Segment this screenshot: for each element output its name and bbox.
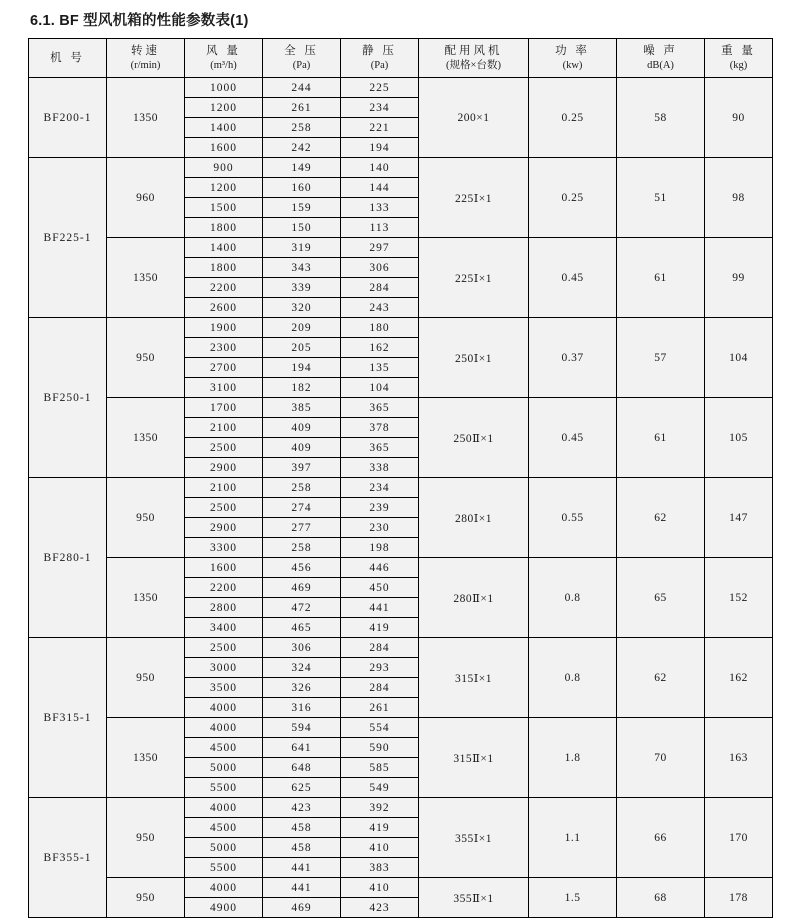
page-title: 6.1. BF 型风机箱的性能参数表(1) xyxy=(30,13,249,29)
cell-weight: 99 xyxy=(705,238,773,318)
table-row xyxy=(29,478,773,498)
cell-flow: 1900 xyxy=(185,318,263,338)
cell-noise: 70 xyxy=(617,718,705,798)
table-body xyxy=(29,78,773,918)
cell-rpm: 1350 xyxy=(107,718,185,798)
cell-flow: 2900 xyxy=(185,518,263,538)
column-header-total-pressure: 全 压 (Pa) xyxy=(263,39,341,78)
cell-rpm: 1350 xyxy=(107,238,185,318)
cell-tp: 469 xyxy=(263,898,341,918)
cell-tp: 648 xyxy=(263,758,341,778)
cell-tp: 320 xyxy=(263,298,341,318)
cell-noise: 65 xyxy=(617,558,705,638)
column-header-rpm: 转速 (r/min) xyxy=(107,39,185,78)
cell-tp: 258 xyxy=(263,118,341,138)
cell-sp: 198 xyxy=(341,538,419,558)
cell-flow: 2100 xyxy=(185,478,263,498)
table-row xyxy=(29,318,773,338)
cell-weight: 162 xyxy=(705,638,773,718)
cell-tp: 441 xyxy=(263,858,341,878)
cell-tp: 258 xyxy=(263,478,341,498)
cell-sp: 180 xyxy=(341,318,419,338)
cell-noise: 62 xyxy=(617,478,705,558)
cell-sp: 419 xyxy=(341,818,419,838)
cell-flow: 2100 xyxy=(185,418,263,438)
cell-sp: 113 xyxy=(341,218,419,238)
cell-fan: 280Ⅱ×1 xyxy=(419,558,529,638)
cell-sp: 410 xyxy=(341,878,419,898)
cell-tp: 469 xyxy=(263,578,341,598)
cell-noise: 57 xyxy=(617,318,705,398)
cell-sp: 162 xyxy=(341,338,419,358)
cell-weight: 163 xyxy=(705,718,773,798)
cell-tp: 397 xyxy=(263,458,341,478)
cell-flow: 3500 xyxy=(185,678,263,698)
cell-tp: 385 xyxy=(263,398,341,418)
cell-tp: 149 xyxy=(263,158,341,178)
cell-tp: 441 xyxy=(263,878,341,898)
cell-sp: 284 xyxy=(341,638,419,658)
header-row xyxy=(29,39,773,78)
column-header-model: 机 号 xyxy=(29,39,107,78)
cell-tp: 205 xyxy=(263,338,341,358)
cell-power: 0.45 xyxy=(529,238,617,318)
cell-sp: 378 xyxy=(341,418,419,438)
cell-flow: 1200 xyxy=(185,178,263,198)
column-header-fan: 配用风机 (规格×台数) xyxy=(419,39,529,78)
cell-rpm: 960 xyxy=(107,158,185,238)
cell-tp: 159 xyxy=(263,198,341,218)
cell-noise: 62 xyxy=(617,638,705,718)
cell-weight: 98 xyxy=(705,158,773,238)
cell-tp: 458 xyxy=(263,838,341,858)
cell-fan: 250Ⅱ×1 xyxy=(419,398,529,478)
cell-sp: 441 xyxy=(341,598,419,618)
cell-flow: 1200 xyxy=(185,98,263,118)
column-header-flow: 风 量 (m³/h) xyxy=(185,39,263,78)
cell-flow: 3100 xyxy=(185,378,263,398)
column-header-static-pressure: 静 压 (Pa) xyxy=(341,39,419,78)
table-row xyxy=(29,398,773,418)
cell-sp: 585 xyxy=(341,758,419,778)
column-header-weight: 重 量 (kg) xyxy=(705,39,773,78)
cell-flow: 3000 xyxy=(185,658,263,678)
cell-sp: 419 xyxy=(341,618,419,638)
cell-flow: 4000 xyxy=(185,798,263,818)
cell-sp: 554 xyxy=(341,718,419,738)
cell-fan: 315Ⅱ×1 xyxy=(419,718,529,798)
cell-flow: 2500 xyxy=(185,638,263,658)
cell-noise: 51 xyxy=(617,158,705,238)
cell-flow: 1600 xyxy=(185,558,263,578)
cell-flow: 1000 xyxy=(185,78,263,98)
cell-tp: 242 xyxy=(263,138,341,158)
cell-fan: 200×1 xyxy=(419,78,529,158)
cell-tp: 641 xyxy=(263,738,341,758)
cell-flow: 2500 xyxy=(185,498,263,518)
table-row xyxy=(29,558,773,578)
cell-flow: 2600 xyxy=(185,298,263,318)
cell-weight: 105 xyxy=(705,398,773,478)
cell-sp: 284 xyxy=(341,278,419,298)
cell-sp: 549 xyxy=(341,778,419,798)
cell-tp: 194 xyxy=(263,358,341,378)
cell-tp: 319 xyxy=(263,238,341,258)
cell-rpm: 950 xyxy=(107,478,185,558)
table-row xyxy=(29,718,773,738)
cell-tp: 261 xyxy=(263,98,341,118)
cell-power: 0.25 xyxy=(529,78,617,158)
cell-flow: 1800 xyxy=(185,258,263,278)
cell-tp: 409 xyxy=(263,438,341,458)
cell-model: BF355-1 xyxy=(29,798,107,918)
cell-flow: 4500 xyxy=(185,818,263,838)
cell-tp: 326 xyxy=(263,678,341,698)
cell-tp: 316 xyxy=(263,698,341,718)
cell-tp: 150 xyxy=(263,218,341,238)
cell-power: 0.55 xyxy=(529,478,617,558)
cell-flow: 2200 xyxy=(185,578,263,598)
cell-weight: 170 xyxy=(705,798,773,878)
cell-tp: 458 xyxy=(263,818,341,838)
cell-flow: 5000 xyxy=(185,758,263,778)
cell-flow: 1800 xyxy=(185,218,263,238)
cell-flow: 4500 xyxy=(185,738,263,758)
cell-flow: 2800 xyxy=(185,598,263,618)
column-header-noise: 噪 声 dB(A) xyxy=(617,39,705,78)
cell-rpm: 950 xyxy=(107,798,185,878)
cell-tp: 409 xyxy=(263,418,341,438)
cell-flow: 4000 xyxy=(185,878,263,898)
cell-sp: 225 xyxy=(341,78,419,98)
cell-tp: 339 xyxy=(263,278,341,298)
cell-noise: 61 xyxy=(617,238,705,318)
cell-weight: 152 xyxy=(705,558,773,638)
cell-sp: 194 xyxy=(341,138,419,158)
cell-rpm: 950 xyxy=(107,878,185,918)
cell-tp: 456 xyxy=(263,558,341,578)
cell-model: BF280-1 xyxy=(29,478,107,638)
cell-rpm: 950 xyxy=(107,638,185,718)
cell-flow: 2500 xyxy=(185,438,263,458)
cell-sp: 590 xyxy=(341,738,419,758)
cell-fan: 355Ⅱ×1 xyxy=(419,878,529,918)
cell-power: 1.5 xyxy=(529,878,617,918)
cell-flow: 900 xyxy=(185,158,263,178)
cell-flow: 1400 xyxy=(185,118,263,138)
cell-fan: 250Ⅰ×1 xyxy=(419,318,529,398)
cell-sp: 423 xyxy=(341,898,419,918)
cell-tp: 343 xyxy=(263,258,341,278)
cell-sp: 338 xyxy=(341,458,419,478)
cell-sp: 297 xyxy=(341,238,419,258)
cell-flow: 3400 xyxy=(185,618,263,638)
cell-power: 0.8 xyxy=(529,558,617,638)
cell-sp: 392 xyxy=(341,798,419,818)
cell-flow: 1600 xyxy=(185,138,263,158)
cell-tp: 324 xyxy=(263,658,341,678)
cell-sp: 450 xyxy=(341,578,419,598)
cell-sp: 239 xyxy=(341,498,419,518)
cell-rpm: 1350 xyxy=(107,558,185,638)
cell-flow: 5000 xyxy=(185,838,263,858)
cell-sp: 234 xyxy=(341,478,419,498)
cell-noise: 68 xyxy=(617,878,705,918)
cell-tp: 209 xyxy=(263,318,341,338)
cell-weight: 104 xyxy=(705,318,773,398)
table-row xyxy=(29,158,773,178)
cell-sp: 140 xyxy=(341,158,419,178)
cell-sp: 230 xyxy=(341,518,419,538)
cell-model: BF315-1 xyxy=(29,638,107,798)
cell-fan: 280Ⅰ×1 xyxy=(419,478,529,558)
cell-flow: 1400 xyxy=(185,238,263,258)
cell-tp: 244 xyxy=(263,78,341,98)
cell-noise: 61 xyxy=(617,398,705,478)
cell-power: 0.45 xyxy=(529,398,617,478)
table-row xyxy=(29,238,773,258)
cell-rpm: 950 xyxy=(107,318,185,398)
cell-tp: 625 xyxy=(263,778,341,798)
cell-fan: 225Ⅰ×1 xyxy=(419,158,529,238)
cell-weight: 90 xyxy=(705,78,773,158)
table-row xyxy=(29,78,773,98)
cell-power: 1.8 xyxy=(529,718,617,798)
cell-tp: 472 xyxy=(263,598,341,618)
cell-rpm: 1350 xyxy=(107,398,185,478)
table-row xyxy=(29,798,773,818)
cell-sp: 365 xyxy=(341,398,419,418)
cell-tp: 274 xyxy=(263,498,341,518)
cell-sp: 410 xyxy=(341,838,419,858)
table-header xyxy=(29,39,773,78)
cell-noise: 66 xyxy=(617,798,705,878)
cell-sp: 104 xyxy=(341,378,419,398)
cell-flow: 5500 xyxy=(185,858,263,878)
cell-tp: 594 xyxy=(263,718,341,738)
cell-tp: 182 xyxy=(263,378,341,398)
cell-fan: 315Ⅰ×1 xyxy=(419,638,529,718)
cell-tp: 423 xyxy=(263,798,341,818)
cell-tp: 160 xyxy=(263,178,341,198)
cell-sp: 234 xyxy=(341,98,419,118)
cell-sp: 221 xyxy=(341,118,419,138)
cell-flow: 2300 xyxy=(185,338,263,358)
cell-flow: 1700 xyxy=(185,398,263,418)
cell-weight: 147 xyxy=(705,478,773,558)
cell-sp: 293 xyxy=(341,658,419,678)
cell-model: BF225-1 xyxy=(29,158,107,318)
cell-power: 0.8 xyxy=(529,638,617,718)
cell-flow: 4000 xyxy=(185,698,263,718)
cell-sp: 383 xyxy=(341,858,419,878)
cell-sp: 284 xyxy=(341,678,419,698)
table-row xyxy=(29,638,773,658)
cell-sp: 135 xyxy=(341,358,419,378)
cell-sp: 243 xyxy=(341,298,419,318)
cell-rpm: 1350 xyxy=(107,78,185,158)
cell-tp: 465 xyxy=(263,618,341,638)
cell-power: 0.37 xyxy=(529,318,617,398)
cell-tp: 258 xyxy=(263,538,341,558)
cell-model: BF200-1 xyxy=(29,78,107,158)
column-header-power: 功 率 (kw) xyxy=(529,39,617,78)
cell-tp: 277 xyxy=(263,518,341,538)
cell-model: BF250-1 xyxy=(29,318,107,478)
cell-weight: 178 xyxy=(705,878,773,918)
cell-flow: 4000 xyxy=(185,718,263,738)
cell-flow: 2700 xyxy=(185,358,263,378)
cell-power: 1.1 xyxy=(529,798,617,878)
cell-flow: 1500 xyxy=(185,198,263,218)
cell-fan: 355Ⅰ×1 xyxy=(419,798,529,878)
cell-sp: 144 xyxy=(341,178,419,198)
cell-noise: 58 xyxy=(617,78,705,158)
cell-fan: 225Ⅰ×1 xyxy=(419,238,529,318)
cell-sp: 306 xyxy=(341,258,419,278)
cell-tp: 306 xyxy=(263,638,341,658)
cell-sp: 133 xyxy=(341,198,419,218)
cell-sp: 446 xyxy=(341,558,419,578)
cell-flow: 2200 xyxy=(185,278,263,298)
cell-flow: 4900 xyxy=(185,898,263,918)
cell-flow: 2900 xyxy=(185,458,263,478)
cell-sp: 365 xyxy=(341,438,419,458)
cell-flow: 5500 xyxy=(185,778,263,798)
fan-spec-table xyxy=(28,38,773,918)
cell-power: 0.25 xyxy=(529,158,617,238)
cell-sp: 261 xyxy=(341,698,419,718)
cell-flow: 3300 xyxy=(185,538,263,558)
